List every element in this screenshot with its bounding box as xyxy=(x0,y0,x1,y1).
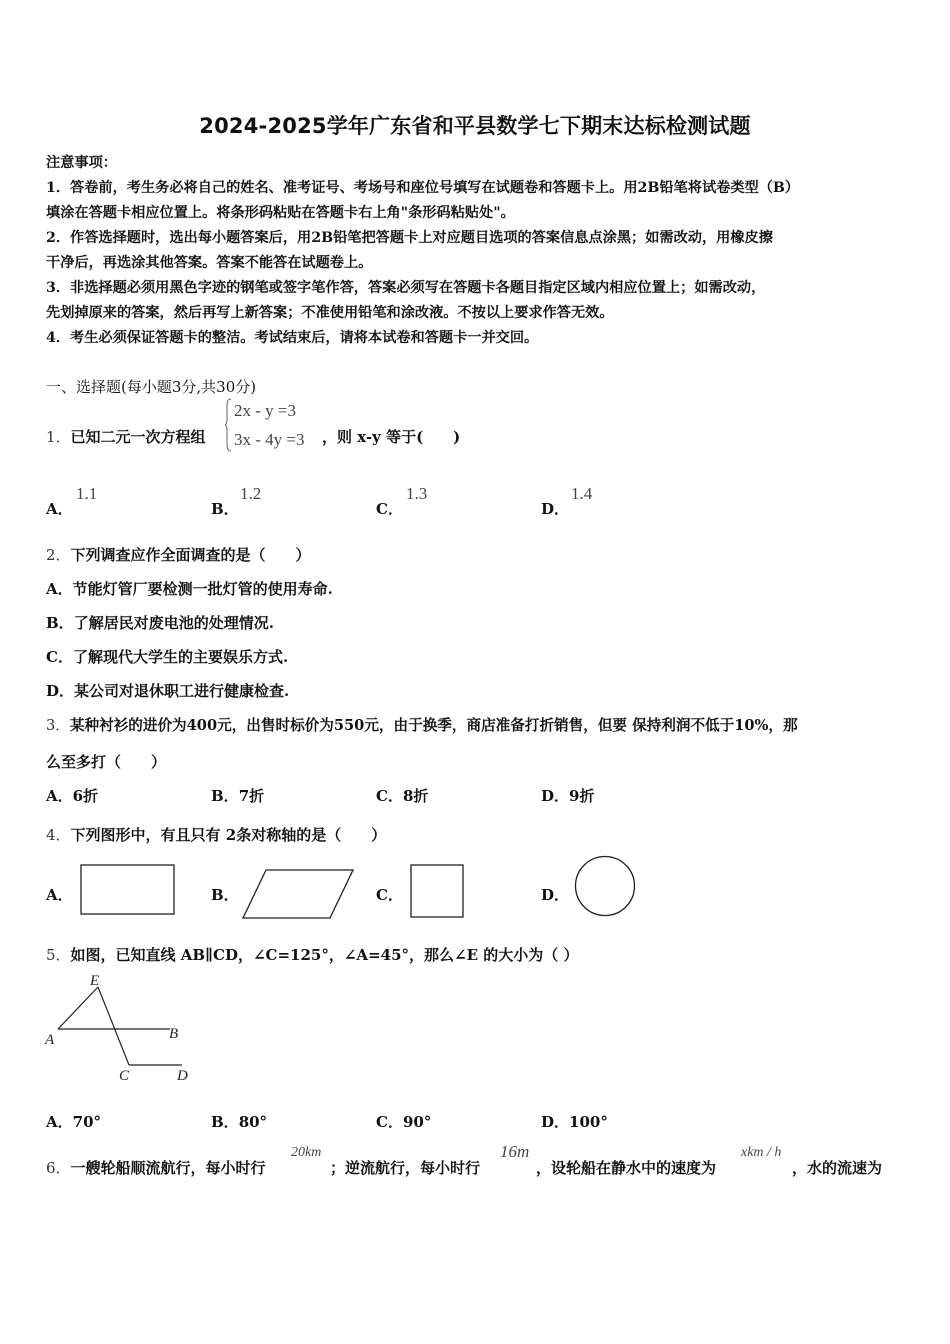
question-2 xyxy=(46,544,311,565)
option-c xyxy=(376,785,428,806)
option-label: A． xyxy=(46,886,73,904)
option-label: D． xyxy=(541,500,570,518)
option-label: C． xyxy=(376,886,403,904)
notice-line: 干净后，再选涂其他答案。答案不能答在试题卷上。 xyxy=(46,255,373,271)
equation-2: 3x - 4y =3 xyxy=(234,430,305,449)
option-value: 90° xyxy=(402,1113,432,1131)
option-d xyxy=(541,785,594,806)
option-label: A． xyxy=(46,580,73,598)
option-label: A． xyxy=(46,787,73,805)
math-16m: 16m xyxy=(500,1142,530,1161)
option-label: B． xyxy=(211,1113,239,1131)
option-value: 7折 xyxy=(238,787,265,805)
option-label: C． xyxy=(376,500,403,518)
notice-line: 填涂在答题卡相应位置上。将条形码粘贴在答题卡右上角"条形码粘贴处"。 xyxy=(46,205,515,221)
question-text: 下列图形中，有且只有 2条对称轴的是（ ） xyxy=(70,826,387,844)
option-value: 100° xyxy=(569,1113,608,1131)
option-value: 了解现代大学生的主要娱乐方式. xyxy=(72,648,289,666)
option-value: 6折 xyxy=(72,787,99,805)
math-20km: 20km xyxy=(291,1145,322,1160)
question-text: 某种衬衫的进价为400元，出售时标价为550元，由于换季，商店准备打折销售，但要 保持利润不低于10%，那 xyxy=(69,717,798,734)
notice-line: 3．非选择题必须用黑色字迹的钢笔或签字笔作答，答案必须写在答题卡各题目指定区域内相应位置上；如需改动， xyxy=(46,280,766,296)
question-4 xyxy=(46,824,386,845)
question-text: ，设轮船在静水中的速度为 xyxy=(536,1159,717,1177)
label-a: A xyxy=(45,1032,55,1048)
parallelogram-figure xyxy=(240,868,356,920)
label-e: E xyxy=(90,973,100,989)
option-label: D． xyxy=(541,1113,570,1131)
option-a xyxy=(46,578,333,599)
option-label: C． xyxy=(376,1113,403,1131)
question-text: ；逆流航行，每小时行 xyxy=(330,1159,481,1177)
question-3 xyxy=(46,714,798,735)
question-text: 已知二元一次方程组 xyxy=(70,428,206,446)
option-b xyxy=(211,1111,267,1132)
question-text: 如图，已知直线 AB∥CD，∠C=125°，∠A=45°，那么∠E 的大小为（ ） xyxy=(70,946,579,964)
option-label: B． xyxy=(211,787,239,805)
notice-line: 1．答卷前，考生务必将自己的姓名、准考证号、考场号和座位号填写在试题卷和答题卡上。用2B铅笔将试卷类型（B） xyxy=(46,180,800,196)
brace-icon xyxy=(224,398,232,452)
option-value: 70° xyxy=(72,1113,102,1131)
option-label: A． xyxy=(46,1113,73,1131)
equation-1: 2x - y =3 xyxy=(234,401,296,420)
option-value: 1.4 xyxy=(571,484,593,503)
option-a xyxy=(46,1111,101,1132)
notice-line: 4．考生必须保证答题卡的整洁。考试结束后，请将本试卷和答题卡一并交回。 xyxy=(46,330,539,346)
option-label: B． xyxy=(211,500,239,518)
math-xkmh: xkm / h xyxy=(741,1145,782,1160)
notice-line: 先划掉原来的答案，然后再写上新答案；不准使用铅笔和涂改液。不按以上要求作答无效。 xyxy=(46,305,614,321)
square-figure xyxy=(410,864,465,919)
question-number: 1． xyxy=(46,428,71,446)
option-b xyxy=(211,785,264,806)
option-label: B． xyxy=(211,886,239,904)
question-text: ，则 x-y 等于( ) xyxy=(322,428,461,446)
question-1 xyxy=(46,426,206,447)
question-5 xyxy=(46,944,578,965)
option-d xyxy=(541,1111,608,1132)
question-number: 3． xyxy=(46,717,70,734)
section-heading: 一、选择题(每小题3分,共30分) xyxy=(46,378,257,396)
question-number: 6． xyxy=(46,1159,71,1177)
question-text: 一艘轮船顺流航行，每小时行 xyxy=(70,1159,266,1177)
option-label: A． xyxy=(46,500,73,518)
label-b: B xyxy=(169,1026,179,1042)
rectangle-figure xyxy=(80,864,176,916)
option-label: C． xyxy=(376,787,403,805)
option-value: 1.1 xyxy=(76,484,98,503)
option-label: D． xyxy=(46,682,75,700)
option-value: 了解居民对废电池的处理情况. xyxy=(73,614,274,632)
geometry-figure xyxy=(40,968,200,1088)
option-label: B． xyxy=(46,614,74,632)
question-text: 下列调查应作全面调查的是（ ） xyxy=(70,546,311,564)
question-text: ，水的流速为 xyxy=(792,1159,883,1177)
option-label: C． xyxy=(46,648,73,666)
option-label: D． xyxy=(541,886,570,904)
circle-figure xyxy=(573,855,637,919)
question-6 xyxy=(46,1157,266,1178)
option-d xyxy=(46,680,289,701)
option-label: D． xyxy=(541,787,570,805)
question-number: 5． xyxy=(46,946,71,964)
label-d: D xyxy=(177,1068,188,1084)
question-number: 2． xyxy=(46,546,71,564)
option-value: 8折 xyxy=(402,787,429,805)
option-a xyxy=(46,785,98,806)
option-value: 某公司对退休职工进行健康检查. xyxy=(74,682,290,700)
question-number: 4． xyxy=(46,826,71,844)
option-c xyxy=(46,646,288,667)
label-c: C xyxy=(119,1068,130,1084)
option-value: 1.3 xyxy=(406,484,428,503)
option-value: 80° xyxy=(238,1113,268,1131)
notice-line: 2．作答选择题时，选出每小题答案后，用2B铅笔把答题卡上对应题目选项的答案信息点涂黑；如需改动，用橡皮擦 xyxy=(46,230,773,246)
question-text: 么至多打（ ） xyxy=(46,753,167,771)
option-c xyxy=(376,1111,431,1132)
notice-heading: 注意事项： xyxy=(46,155,117,171)
option-value: 1.2 xyxy=(240,484,262,503)
option-value: 9折 xyxy=(569,787,595,805)
option-b xyxy=(46,612,274,633)
page-title: 2024-2025学年广东省和平县数学七下期末达标检测试题 xyxy=(199,114,751,138)
option-value: 节能灯管厂要检测一批灯管的使用寿命. xyxy=(72,580,333,598)
